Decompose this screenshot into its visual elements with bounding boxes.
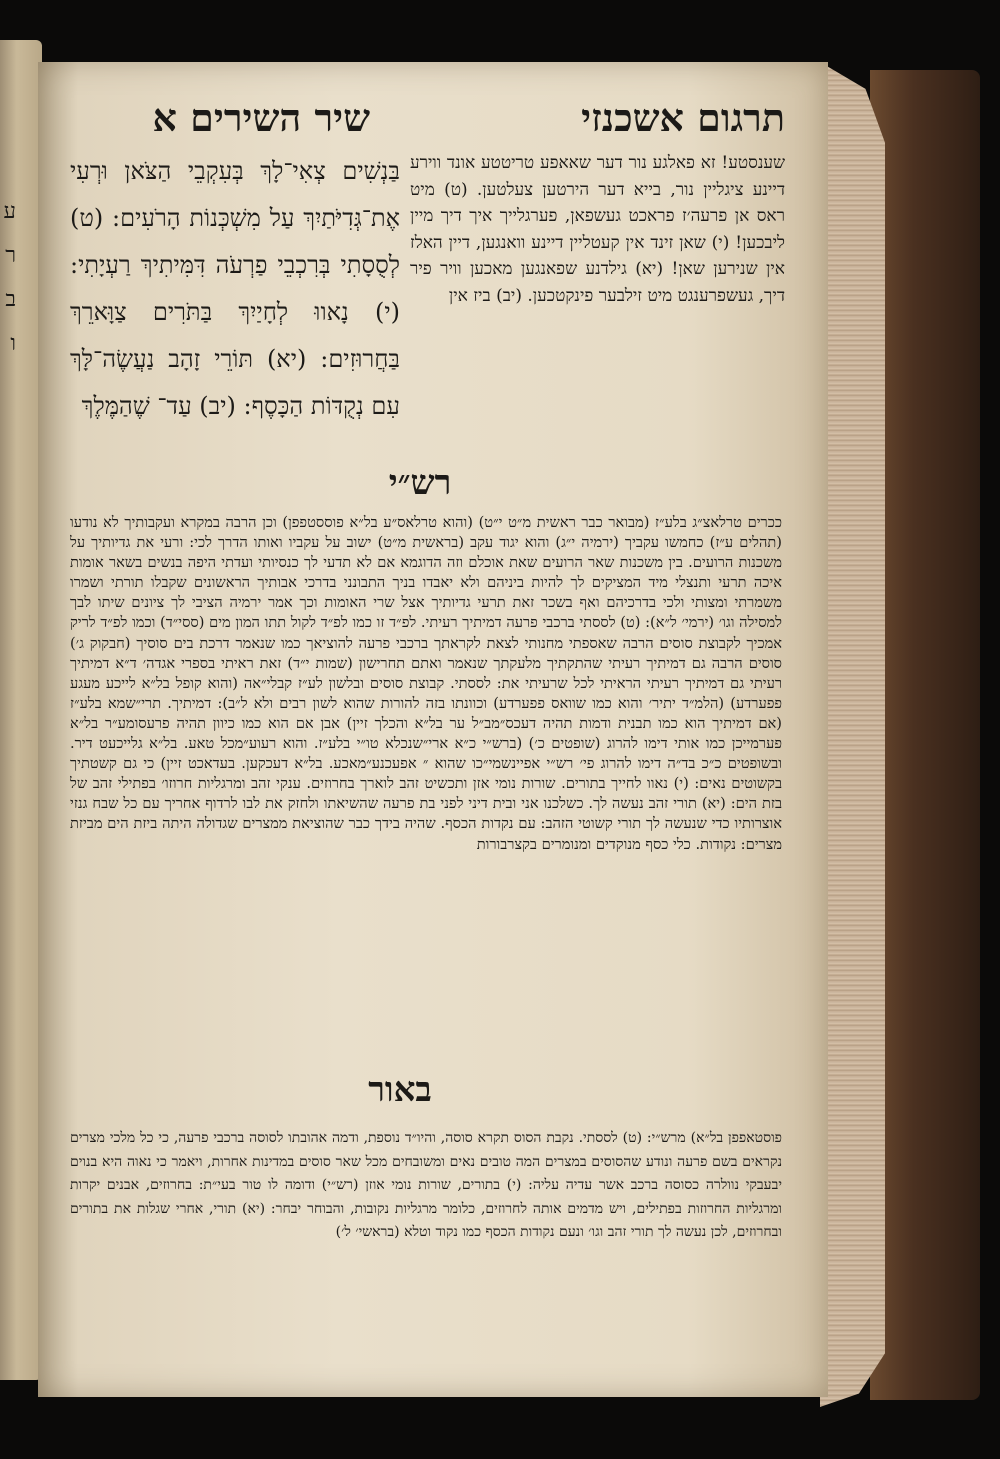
hebrew-verse-column xyxy=(70,148,400,478)
left-page-text: ע ר ב ו xyxy=(3,199,16,356)
running-title-right: תרגום אשכנזי xyxy=(581,95,785,140)
page-fore-edge xyxy=(820,62,885,1407)
rashi-commentary: ככרים טרלאצ״ג בלע״ז (מבואר כבר ראשית מ״ט י״ט) (והוא טרלאס״ע בל״א פוססטפפן) וכן הרבה במקרא ועקבותיך לא נודעו (תהלים ע״ז) כחמשו עקביך (ירמיה י״ג) והוא יגוד עקב (בראשית מ״ט) ישוב על עקביו ואותו הדרך לכי: ורעי את גדיותיך על משכנות הרועים. בין משכנות שאר הרועים שאת אוכלם וזה הדוגמא אם לא תדעי לך כנסיותי ועדתי היפה בנשים בשאר אומות איכה תרעי ותנצלי מיד המציקים לך להיות ביניהם ולא יאבדו בניך התבונני בדרכי אבותיך הראשונים שקבלו תורתי ושמרו משמרתי ומצותי ולכי בדרכיהם ואף בשכר זאת תרעי גדיותיך אצל שרי האומות וכך אמר ירמיה הציבי לך ציונים שיתו לבך למסילה וגו׳ (ירמי׳ ל״א): (ט) לססתי ברכבי פרעה דמיתיך רעיתי. לפ״ד זו כמו לפ״ד לקול תתו המון מים (ססי״ד) וכמו לפ״ד לריק אמכיך לקבוצת סוסים הרבה שאספתי מחנותי לצאת לקראתך ברכבי פרעה להוציאך כמו שנאמר דרכת בים סוסיך (חבקוק ג׳) סוסים הרבה גם דמיתיך רעיתי שהתקתיך מלעקתך שנאמר ואתם תחרישון (שמות י״ד) זאת ראיתי בספרי אגדה׳ ד״א דמיתיך רעיתי גם דמיתיך רעיתי הראיתי לכל שרעיתי את: לססתי. קבוצת סוסים ובלשון לע״ז קבלי״אה (והוא קופל בל״א לייכע מעגע פפערדע) (הלמ״ד יתיר׳ והוא כמו שוואס פפערדע) וכוונתו בזה להורות שהוא לשון רבים ולא ל״ב): דמיתיך. תרי״שמא בלע״ז (אם דמיתיך הוא כמו תבנית ודמות תהיה דעכס״מב״ל ער בל״א והכלך זיין) אבן אם הוא כמו כיוון תהיה פרעסומע״ר בל״א פערמייכן כמו אותי דימו להרוג (שופטים כ׳) (ברש״י כ״א ארי״שנכלא טו״י בלע״ז. והוא רעוע״מכל טאע. בל״א גלייכעט דיר. ובשופטים כ״כ בד״ה דימו להרוג פי׳ רש״י אפיינשמי״כו שהוא ״ אפעכנע״מאכע. בל״א דעכקען. בעדאכט זיין) כי גם קשטתיך בקשוטים נאים: (י) נאוו לחייך בתורים. שורות נומי אזן ותכשיט זהב לוארך בחרוזים. ענקי זהב ומרגליות חרוזו׳ בפתילי זהב של בזת הים: (יא) תורי זהב נעשה לך. כשלכנו אני ובית דיני לפני בת פרעה שהשיאתו ולחזק את לבו לרדוף אחריך עם כל שבח גנזי אוצרותיו כדי שנעשה לך תורי קשוטי הזהב: עם נקדות הכסף. שהיה בידך כבר שהוציאת ממצרים שגדולה היתה ביזת הים מביזת מצרים: נקודות. כלי כסף מנוקדים ומנומרים בקצרבורות xyxy=(70,514,782,853)
beur-commentary: פוסטאפפן בל״א) מרש״י: (ט) לססתי. נקבת הסוס תקרא סוסה, והיו״ד נוספת, ודמה אהובתו לסוסה ברכבי פרעה, כי כל מלכי מצרים נקראים בשם פרעה ונודע שהסוסים במצרים המה טובים נאים ומשובחים מכל שאר סוסים במדינות אחרות, ויאמר כי נאוה היא בנוים יבעבקי נוולרה כסוסה ברכב אשר עדיה עליה: (י) בתורים, שורות נומי אוזן (רש״י) ודומה לו טור בעי״ת: בחרוזים, אבנים יקרות ומרגליות החרוזות בפתילים, ויש מדמים אותה לחרוזים, כלומר מרגליות נקובות, והבוחר יבחר: (יא) תורי, אחרי שגלות את בתורים ובחרוזים, לכן נעשה לך תורי זהב וגו׳ ונעם נקודות הכסף כמו נקוד וטלא (בראשי׳ ל׳) xyxy=(70,1130,782,1240)
german-translation-column xyxy=(410,150,785,410)
left-page-edge xyxy=(0,40,42,1380)
book-cover xyxy=(870,70,980,1400)
running-title-left: שיר השירים א xyxy=(152,95,370,140)
verse-text: בַּנְשִׁים צְאִי־לָךְ בְּעִקְבֵי הַצֹּאן וּרְעִי אֶת־גְּדִיֹּתַיִךְ עַל מִשְׁכְּנוֹת הָרֹעִים: (ט) לְסֻסָתִי בְּרִכְבֵי פַרְעֹה דִּמִּיתִיךְ רַעְיָתִי: (י) נָאווּ לְחָיַיִךְ בַּתֹּרִים צַוָּארֵךְ בַּחֲרוּזִים: (יא) תּוֹרֵי זָהָב נַעֲשֶׂה־לָּךְ עִם נְקֻדּוֹת הַכָּסֶף: (יב) עַד־ שֶׁהַמֶּלֶךְ xyxy=(70,157,400,420)
rashi-heading: רש״י xyxy=(388,463,452,503)
beur-heading: באור xyxy=(368,1070,432,1110)
translation-text: שענסטע! זא פאלגע נור דער שאאפע טריטטע אונד ווירע דיינע ציגליין נור, בייא דער הירטען צעלטען. (ט) מיט ראס אן פרעה׳ז פראכט געשפאן, פערגלייך איך דיך מיין ליבכען! (י) שאן זינד אין קעטליין דיינע וואנגען, דיין האלז אין שנירען שאן! (יא) גילדנע שפאנגען מאכען וויר פיר דיך, געשפרענגט מיט זילבער פינקטכען. (יב) ביז אין xyxy=(410,153,785,306)
